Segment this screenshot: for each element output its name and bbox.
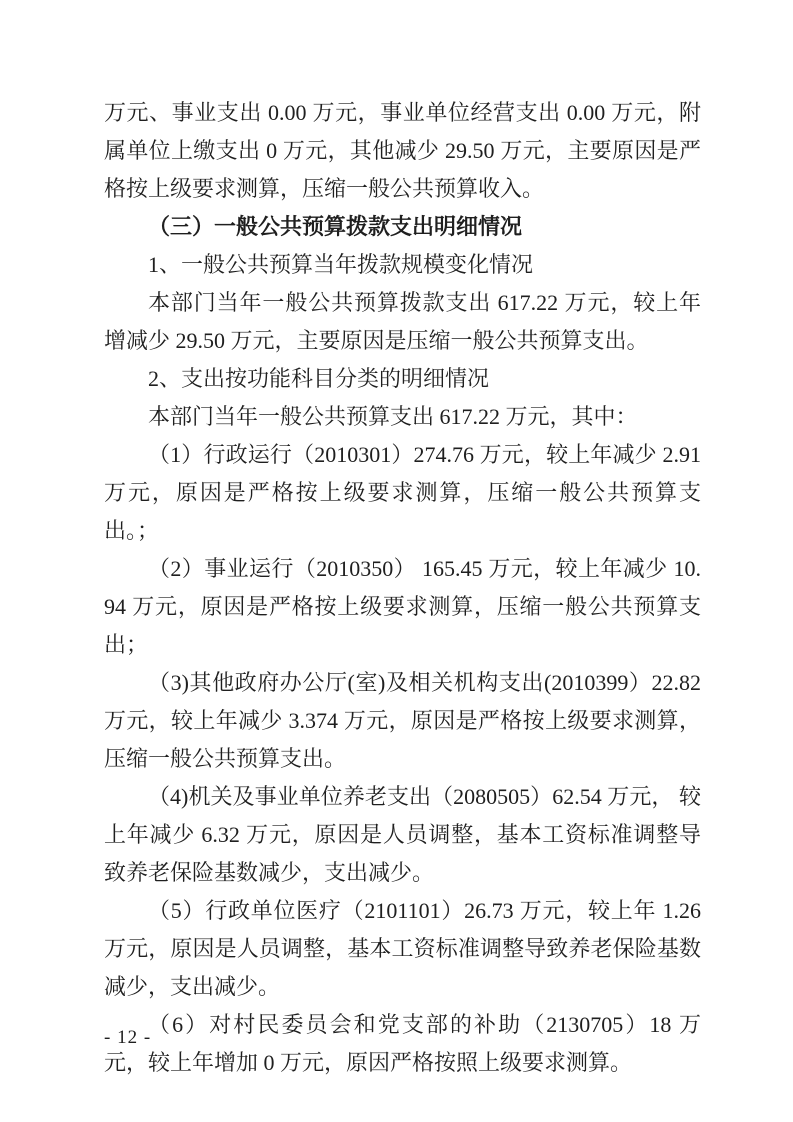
list-item-2: （2）事业运行（2010350） 165.45 万元，较上年减少 10.94 万元，原因是严格按上级要求测算，压缩一般公共预算支出； [104, 556, 701, 657]
page-number: - 12 - [104, 1027, 152, 1048]
list-item-4: （4)机关及事业单位养老支出（2080505）62.54 万元， 较上年减少 6.32 万元，原因是人员调整，基本工资标准调整导致养老保险基数减少，支出减少。 [104, 784, 701, 885]
list-item-6: （6）对村民委员会和党支部的补助（2130705）18 万元，较上年增加 0 万元，原因严格按照上级要求测算。 [104, 1012, 701, 1075]
document-body [104, 94, 701, 1082]
list-item-1: （1）行政运行（2010301）274.76 万元，较上年减少 2.91 万元，原因是严格按上级要求测算，压缩一般公共预算支出。； [104, 442, 701, 543]
section-heading: （三）一般公共预算拨款支出明细情况 [148, 214, 523, 239]
paragraph: 本部门当年一般公共预算拨款支出 617.22 万元，较上年增减少 29.50 万元，主要原因是压缩一般公共预算支出。 [104, 290, 701, 353]
paragraph: 本部门当年一般公共预算支出 617.22 万元，其中： [148, 404, 638, 429]
list-item-5: （5）行政单位医疗（2101101）26.73 万元，较上年 1.26 万元，原因是人员调整，基本工资标准调整导致养老保险基数减少，支出减少。 [104, 898, 701, 999]
sub-heading-2: 2、支出按功能科目分类的明细情况 [148, 366, 490, 391]
list-item-3: （3)其他政府办公厅(室)及相关机构支出(2010399）22.82 万元，较上年减少 3.374 万元，原因是严格按上级要求测算，压缩一般公共预算支出。 [104, 670, 701, 771]
sub-heading-1: 1、一般公共预算当年拨款规模变化情况 [148, 252, 534, 277]
paragraph-continuation: 万元、事业支出 0.00 万元，事业单位经营支出 0.00 万元，附属单位上缴支出 0 万元，其他减少 29.50 万元，主要原因是严格按上级要求测算，压缩一般公共预算收入。 [104, 100, 701, 201]
